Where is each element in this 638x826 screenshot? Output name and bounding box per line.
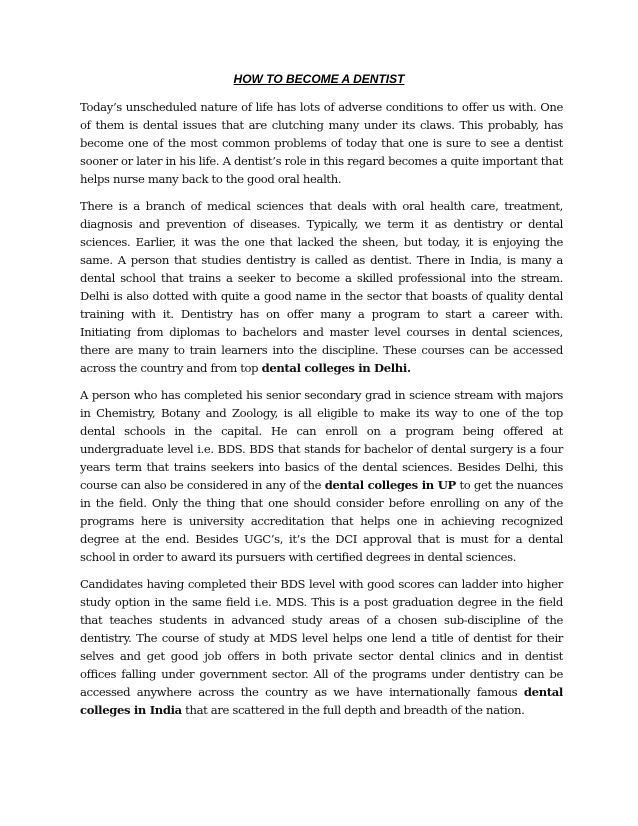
paragraph-2-text: There is a branch of medical sciences that deals with oral health care, treatment, diagnosis and prevention of diseases. Typically, we term it as dentistry or dental sciences. Earlier, it was the one that lacked the sheen, but today, it is enjoying the same. A person that studies dentistry is called as dentist. There in India, is many a dental school that trains a seeker to become a skilled professional into the stream. Delhi is also dotted with quite a good name in the sector that boasts of quality dental training with it. Dentistry has on offer many a program to start a career with. Initiating from diplomas to bachelors and master level courses in dental sciences, there are many to train learners into the discipline. These courses can be accessed across the country and from top [80, 199, 563, 375]
paragraph-2 [80, 197, 563, 377]
paragraph-3 [80, 386, 563, 566]
keyword-dental-colleges-delhi: dental colleges in Delhi. [261, 361, 411, 375]
document-body [80, 98, 563, 728]
keyword-dental-colleges-up: dental colleges in UP [324, 478, 456, 492]
paragraph-1 [80, 98, 563, 188]
paragraph-3-text-before: A person who has completed his senior secondary grad in science stream with majors in Chemistry, Botany and Zoology, is all eligible to make its way to one of the top dental schools in the capital. He can enroll on a program being offered at undergraduate level i.e. BDS. BDS that stands for bachelor of dental surgery is a four years term that trains seekers into basics of the dental sciences. Besides Delhi, this course can also be considered in any of the [80, 388, 563, 492]
paragraph-1-text: Today’s unscheduled nature of life has lots of adverse conditions to offer us with. One of them is dental issues that are clutching many under its claws. This probably, has become one of the most common problems of today that one is sure to see a dentist sooner or later in his life. A dentist’s role in this regard becomes a quite important that helps nurse many back to the good oral health. [80, 100, 563, 186]
keyword-dental-colleges-india: dental colleges in India [80, 685, 563, 717]
document-title: HOW TO BECOME A DENTIST [233, 72, 405, 86]
paragraph-4-text-after: that are scattered in the full depth and breadth of the nation. [181, 703, 525, 717]
paragraph-3-text-after: to get the nuances in the field. Only the thing that one should consider before enrolling on any of the programs here is university accreditation that helps one in achieving recognized degree at the end. Besides UGC’s, it’s the DCI approval that is must for a dental school in order to award its pursuers with certified degrees in dental sciences. [80, 478, 564, 564]
paragraph-4-text-before: Candidates having completed their BDS level with good scores can ladder into higher study option in the same field i.e. MDS. This is a post graduation degree in the field that teaches students in advanced study areas of a chosen sub-discipline of the dentistry. The course of study at MDS level helps one lend a title of dentist for their selves and get good job offers in both private sector dental clinics and in dentist offices falling under government sector. All of the programs under dentistry can be accessed anywhere across the country as we have internationally famous [80, 577, 563, 699]
paragraph-4 [80, 575, 563, 719]
